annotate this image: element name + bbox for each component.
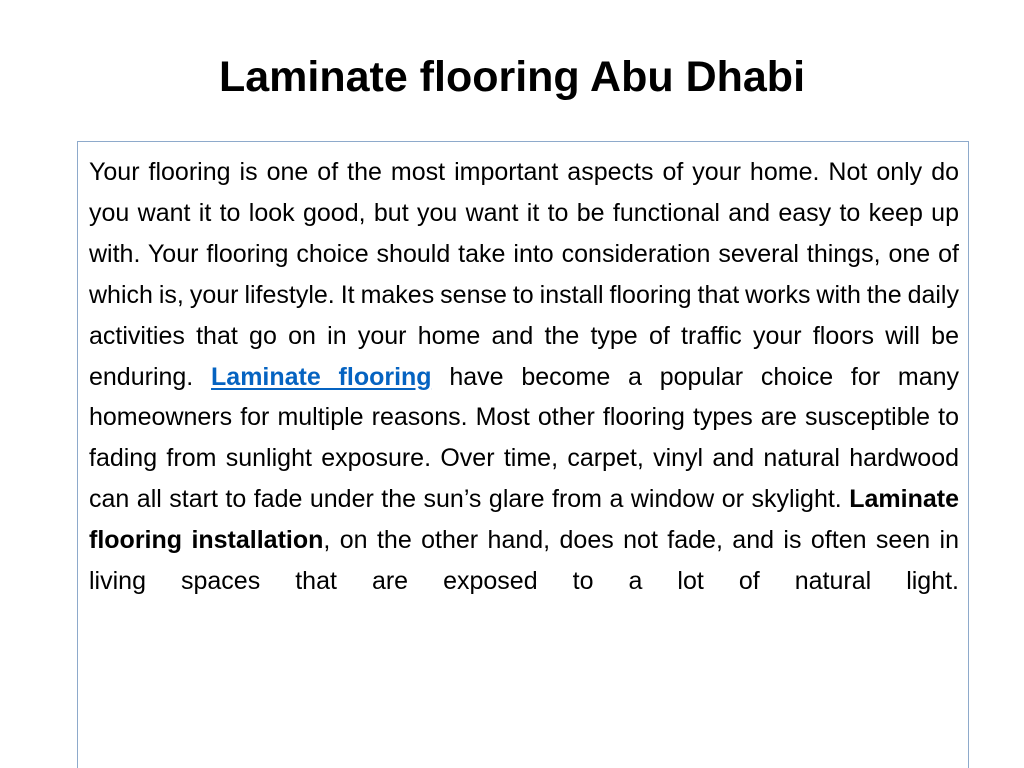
paragraph-text-1: Your flooring is one of the most important aspects of your home. Not only do you want it to look good, but you want it to be functional and easy to keep up with. Your flooring choice should take into consideration several things, one of which is, your lifestyle. It makes sense to install flooring that works with the daily activities that go on in your home and the type of traffic your floors will be enduring. [89,158,959,391]
laminate-flooring-link[interactable]: Laminate flooring [211,362,432,391]
paragraph-text-3: , on the other hand, does not fade, and is often seen in living spaces that are exposed to a lot of natural light. [89,526,959,596]
paragraph-text-2: have become a popular choice for many homeowners for multiple reasons. Most other flooring types are susceptible to fading from sunlight exposure. Over time, carpet, vinyl and natural hardwood can all start to fade under the sun’s glare from a window or skylight. [89,362,960,514]
body-paragraph [89,152,959,602]
installation-bold-text: Laminate flooring installation [89,485,959,555]
content-box [77,141,969,768]
slide-title: Laminate flooring Abu Dhabi [218,53,806,101]
